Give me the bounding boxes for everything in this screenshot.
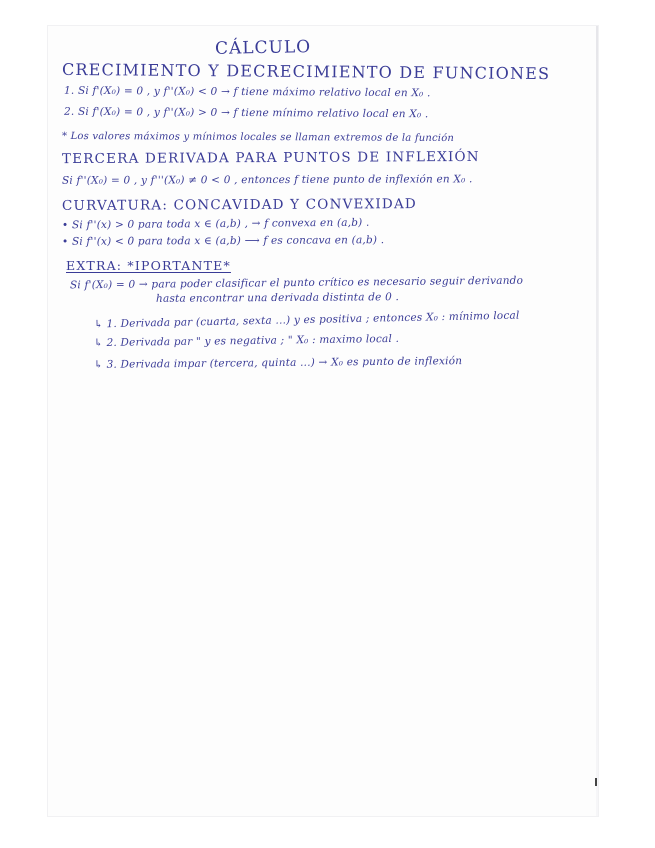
- note-line-even-negative: ↳ 2. Derivada par " y es negativa ; " X₀ : maximo local .: [93, 332, 400, 350]
- note-line-extremes: * Los valores máximos y mínimos locales se llaman extremos de la función: [61, 130, 455, 145]
- note-line-nonzero-derivative: hasta encontrar una derivada distinta de 0 .: [155, 291, 400, 305]
- note-line-odd: ↳ 3. Derivada impar (tercera, quinta ...) → X₀ es punto de inflexión: [93, 355, 463, 371]
- page-title: CÁLCULO: [214, 37, 312, 59]
- note-line-min: 2. Si f'(X₀) = 0 , y f''(X₀) > 0 → f tiene mínimo relativo local en X₀ .: [63, 105, 429, 121]
- note-line-concave: • Si f''(x) < 0 para toda x ∈ (a,b) ⟶ f es concava en (a,b) .: [61, 234, 385, 248]
- scan-mark: [595, 778, 597, 786]
- heading-third-derivative: TERCERA DERIVADA PARA PUNTOS DE INFLEXIÓN: [61, 148, 480, 168]
- note-line-even-positive: ↳ 1. Derivada par (cuarta, sexta ...) y es positiva ; entonces X₀ : mínimo local: [93, 309, 520, 331]
- note-line-critical-point: Si f'(X₀) = 0 → para poder clasificar el punto crítico es necesario seguir derivando: [69, 274, 524, 292]
- heading-curvature: CURVATURA: CONCAVIDAD Y CONVEXIDAD: [61, 196, 417, 214]
- heading-extra: EXTRA: *IPORTANTE*: [66, 258, 231, 273]
- notebook-page: [48, 26, 598, 816]
- page-edge: [596, 26, 598, 816]
- note-line-max: 1. Si f'(X₀) = 0 , y f''(X₀) < 0 → f tiene máximo relativo local en X₀ .: [63, 84, 431, 100]
- note-line-convex: • Si f''(x) > 0 para toda x ∈ (a,b) , → f convexa en (a,b) .: [61, 216, 370, 232]
- note-line-inflection: Si f''(X₀) = 0 , y f'''(X₀) ≠ 0 < 0 , entonces f tiene punto de inflexión en X₀ .: [61, 173, 473, 187]
- heading-growth: CRECIMIENTO Y DECRECIMIENTO DE FUNCIONES: [61, 59, 551, 84]
